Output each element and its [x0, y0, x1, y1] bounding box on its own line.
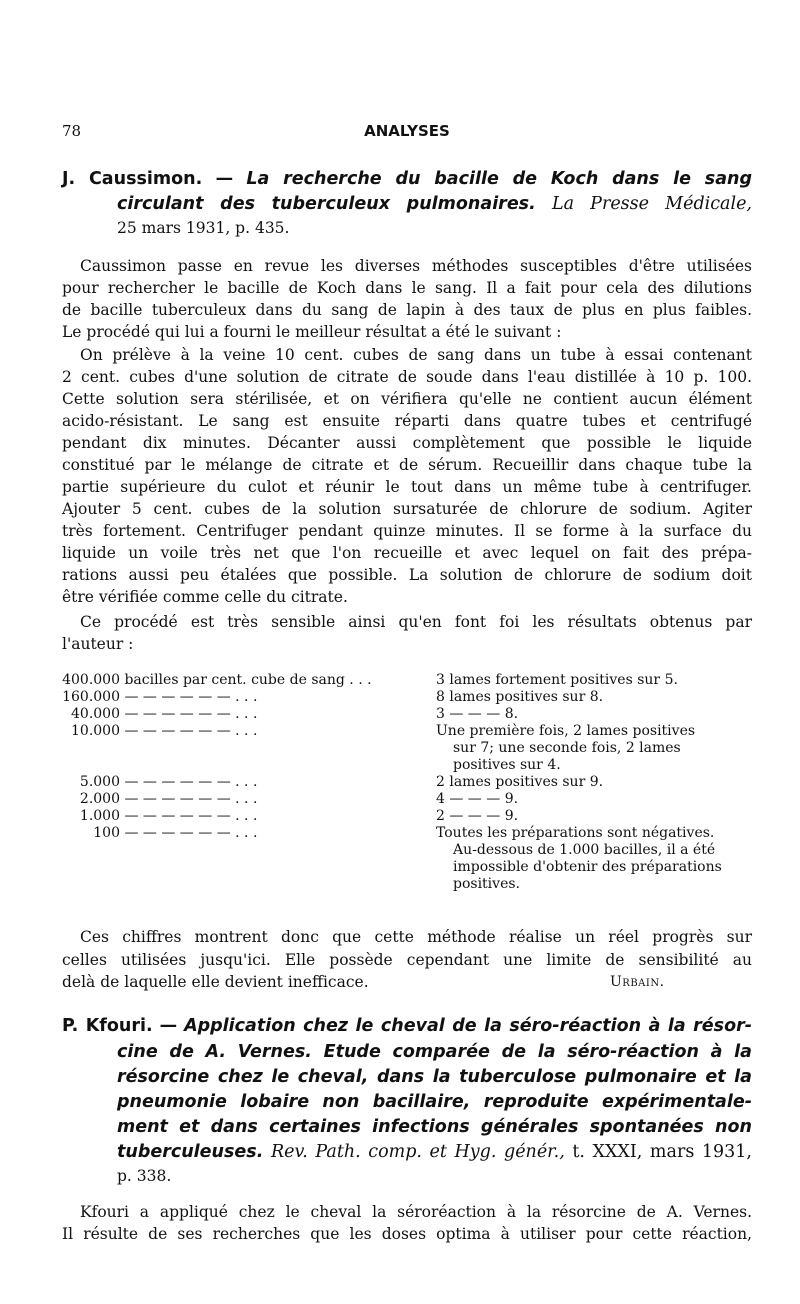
row-label: — — — — — — . . .: [124, 774, 258, 790]
row-value: 100: [93, 825, 120, 841]
article1-conclusion-line: celles utilisées jusqu'ici. Elle possède cependant une limite de sensibilité au: [62, 951, 752, 969]
article1-para2-line: acido-résistant. Le sang est ensuite réparti dans quatre tubes et centrifugé: [62, 412, 752, 430]
page-number: 78: [62, 122, 82, 140]
article1-date: 25 mars 1931, p. 435.: [117, 219, 290, 237]
article1-para2-line: liquide un voile très net que l'on recueille et avec lequel on fait des prépa-: [62, 544, 752, 562]
article1-para2-line: Cette solution sera stérilisée, et on vérifiera qu'elle ne contient aucun élément: [62, 390, 752, 408]
article1-conclusion-line: Ces chiffres montrent donc que cette méthode réalise un réel progrès sur: [80, 928, 752, 946]
row-label: — — — — — — . . .: [124, 825, 258, 841]
article1-para1-line: Le procédé qui lui a fourni le meilleur résultat a été le suivant :: [62, 323, 562, 341]
article2-title-line-5: ment et dans certaines infections générales spontanées non: [117, 1117, 752, 1137]
article1-para1-line: Caussimon passe en revue les diverses méthodes susceptibles d'être utilisées: [80, 257, 752, 275]
article1-signature: Urbain.: [610, 974, 665, 990]
article2-title-line-4: pneumonie lobaire non bacillaire, reproduite expérimentale-: [117, 1092, 752, 1112]
article1-para2-line: très fortement. Centrifuger pendant quinze minutes. Il se forme à la surface du: [62, 522, 752, 540]
row-value: 400.000: [62, 672, 120, 688]
row-value: 160.000: [62, 689, 120, 705]
row-label: — — — — — — . . .: [124, 723, 258, 739]
article2-heading-line-6: [117, 1141, 752, 1163]
table-row: [62, 825, 752, 893]
row-result: Au-dessous de 1.000 bacilles, il a été: [453, 842, 716, 858]
table-row: [62, 706, 752, 723]
row-value: 1.000: [79, 808, 120, 824]
article1-para2-line: Ajouter 5 cent. cubes de la solution sursaturée de chlorure de sodium. Agiter: [62, 500, 752, 518]
article2-title-last: tuberculeuses.: [117, 1142, 264, 1162]
article2-para1-line: Il résulte de ses recherches que les doses optima à utiliser pour cette réaction,: [62, 1225, 752, 1243]
row-result: positives sur 4.: [453, 757, 561, 773]
row-result: Toutes les préparations sont négatives.: [436, 825, 715, 841]
article1-para2-line: pendant dix minutes. Décanter aussi complètement que possible le liquide: [62, 434, 752, 452]
row-label: bacilles par cent. cube de sang . . .: [124, 672, 372, 688]
row-label: — — — — — — . . .: [124, 706, 258, 722]
row-value: 10.000: [71, 723, 120, 739]
row-result: 8 lames positives sur 8.: [436, 689, 604, 705]
article1-para2-line: rations aussi peu étalées que possible. La solution de chlorure de sodium doit: [62, 566, 752, 584]
article2-ref-tail: t. XXXI, mars 1931,: [572, 1142, 752, 1162]
table-row: [62, 672, 752, 689]
table-row: [62, 808, 752, 825]
row-result: 2 lames positives sur 9.: [436, 774, 604, 790]
row-result: 4 — — — 9.: [436, 791, 519, 807]
row-result: impossible d'obtenir des préparations: [453, 859, 722, 875]
row-label: — — — — — — . . .: [124, 689, 258, 705]
row-result: 3 lames fortement positives sur 5.: [436, 672, 678, 688]
row-result: 3 — — — 8.: [436, 706, 519, 722]
article2-title-line-1: Application chez le cheval de la séro-réaction à la résor-: [184, 1016, 752, 1036]
row-result: 2 — — — 9.: [436, 808, 519, 824]
row-value: 2.000: [79, 791, 120, 807]
article1-para2-line: constitué par le mélange de citrate et de sérum. Recueillir dans chaque tube la: [62, 456, 752, 474]
article2-author: P. Kfouri.: [62, 1016, 153, 1036]
article1-para1-line: de bacille tuberculeux dans du sang de lapin à des taux de plus en plus faibles.: [62, 301, 752, 319]
article1-title-line-2: circulant des tuberculeux pulmonaires.: [117, 194, 536, 214]
article1-para2-line: 2 cent. cubes d'une solution de citrate de soude dans l'eau distillée à 10 p. 100.: [62, 368, 752, 386]
article2-journal: Rev. Path. comp. et Hyg. génér.,: [270, 1142, 565, 1162]
row-value: 40.000: [71, 706, 120, 722]
article1-author: J. Caussimon.: [62, 169, 203, 189]
article2-title-line-3: résorcine chez le cheval, dans la tuberculose pulmonaire et la: [117, 1067, 752, 1087]
article2-page: p. 338.: [117, 1167, 172, 1185]
table-row: [62, 689, 752, 706]
article1-conclusion-text: delà de laquelle elle devient inefficace.: [62, 973, 369, 991]
running-title: ANALYSES: [364, 122, 450, 140]
article1-dash: —: [215, 169, 234, 189]
table-row: [62, 791, 752, 808]
table-row: [62, 723, 752, 774]
article1-conclusion-line: [62, 971, 752, 993]
article1-heading-line-2: [117, 193, 752, 215]
row-label: — — — — — — . . .: [124, 791, 258, 807]
results-table: [62, 672, 752, 893]
article2-dash: —: [159, 1016, 178, 1036]
article1-para3-line: Ce procédé est très sensible ainsi qu'en font foi les résultats obtenus par: [80, 613, 752, 631]
table-row: [62, 774, 752, 791]
article2-title-line-2: cine de A. Vernes. Etude comparée de la séro-réaction à la: [117, 1042, 752, 1062]
article1-title-line-1: La recherche du bacille de Koch dans le sang: [246, 169, 752, 189]
row-result: Une première fois, 2 lames positives: [436, 723, 696, 739]
article1-para2-line: partie supérieure du culot et réunir le tout dans un même tube à centrifuger.: [62, 478, 752, 496]
article1-para2-line: On prélève à la veine 10 cent. cubes de sang dans un tube à essai contenant: [80, 346, 752, 364]
article2-para1-line: Kfouri a appliqué chez le cheval la séroréaction à la résorcine de A. Vernes.: [80, 1203, 752, 1221]
page-header: [62, 122, 752, 146]
article1-journal: La Presse Médicale,: [551, 194, 752, 214]
article1-para1-line: pour rechercher le bacille de Koch dans le sang. Il a fait pour cela des dilutions: [62, 279, 752, 297]
row-value: 5.000: [79, 774, 120, 790]
row-result: positives.: [453, 876, 520, 892]
article1-para2-line: être vérifiée comme celle du citrate.: [62, 588, 348, 606]
article1-heading-line-1: [62, 168, 752, 190]
article2-heading-line-1: [62, 1015, 752, 1037]
row-label: — — — — — — . . .: [124, 808, 258, 824]
article1-para3-line: l'auteur :: [62, 635, 134, 653]
row-result: sur 7; une seconde fois, 2 lames: [453, 740, 681, 756]
